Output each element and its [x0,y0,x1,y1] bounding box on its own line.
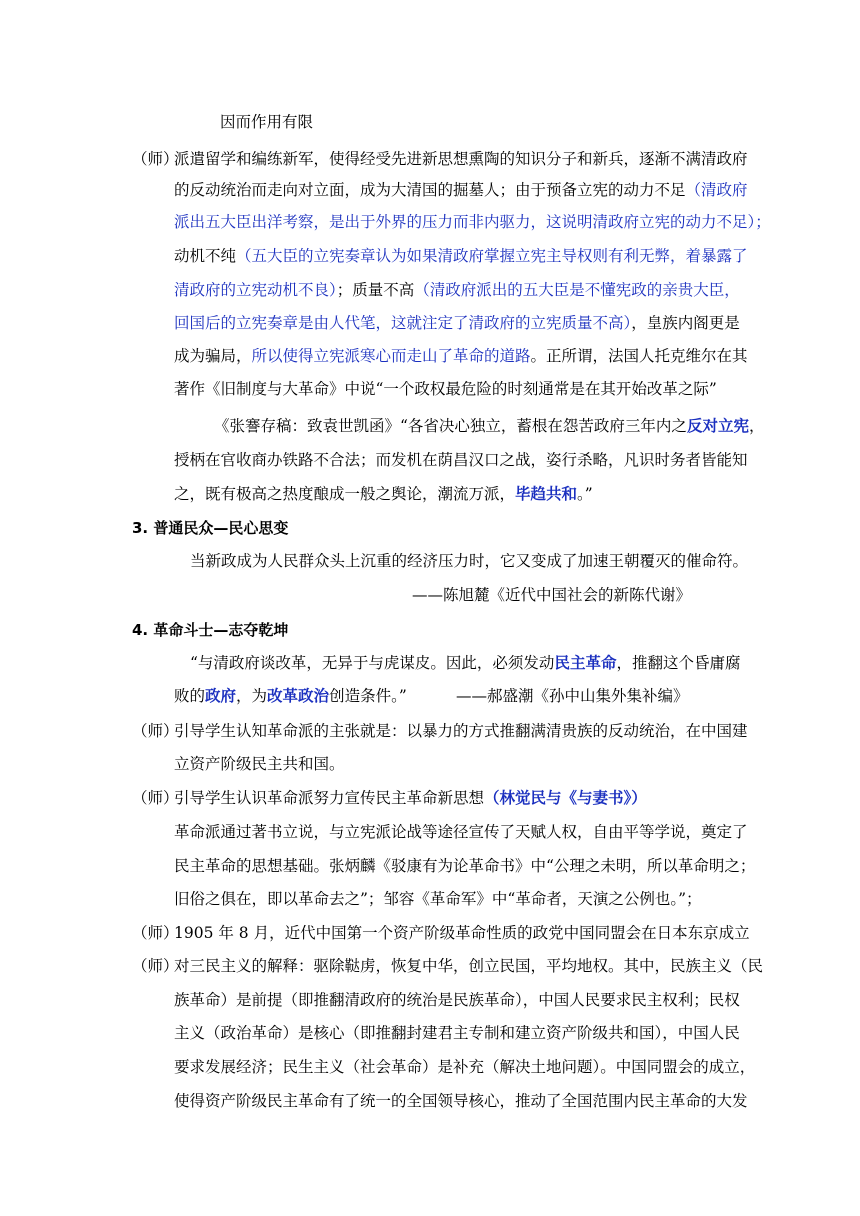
text-line [174,1023,740,1043]
text-line [190,653,740,673]
text-line [190,551,748,571]
text-line [174,450,748,470]
highlight-text: 派出五大臣出洋考察，是出于外界的压力而非内驱力，这说明清政府立宪的动力不足）； [174,213,771,231]
text-line [174,346,748,366]
text-line [174,149,748,169]
highlight-text: （清政府 [685,181,748,199]
citation [412,585,691,605]
text: “与清政府谈改革，无异于与虎谋皮。因此，必须发动 [190,654,555,672]
text: 要求发展经济；民生主义（社会革命）是补充（解决土地问题）。中国同盟会的成立， [174,1058,756,1076]
text-line [174,246,748,266]
section-heading: 4. 革命斗士—志夺乾坤 [132,621,289,639]
text-line [174,754,345,774]
highlight-text: 改革政治 [267,686,330,705]
highlight-text: 回国后的立宪奏章是由人代笔，这就注定了清政府的立宪质量不高） [174,314,632,332]
text: 使得资产阶级民主革命有了统一的全国领导核心，推动了全国范围内民主革命的大发 [174,1092,748,1110]
text: 因而作用有限 [220,113,314,131]
text-line [174,822,748,842]
highlight-text: 反对立宪 [686,416,749,435]
text-line [174,212,771,232]
text: 当新政成为人民群众头上沉重的经济压力时，它又变成了加速王朝覆灭的催命符。 [190,552,749,570]
text: ——郝盛潮《孙中山集外集补编》 [456,687,689,705]
teacher-marker: （师） [132,789,179,807]
teacher-marker: （师） [132,924,179,942]
text: 成为骗局， [174,347,252,365]
text: ，为 [236,687,268,705]
text: 旧俗之俱在，即以革命去之”；邹容《革命军》中“革命者，天演之公例也。”； [174,890,702,908]
citation [456,686,689,706]
teacher-marker: （师） [132,957,179,975]
highlight-text: （清政府派出的五大臣是不懂宪政的亲贵大臣， [414,281,740,299]
section-heading: 3. 普通民众—民心思变 [132,519,289,537]
text-line [174,856,755,876]
text-line [174,788,647,808]
text: 引导学生认知革命派的主张就是：以暴力的方式推翻满清贵族的反动统治，在中国建 [174,722,748,740]
text: 对三民主义的解释：驱除鞑虏，恢复中华，创立民国，平均地权。其中，民族主义（民 [174,957,764,975]
text: ，推翻这个昏庸腐 [616,654,741,672]
text: 革命派通过著书立说，与立宪派论战等途径宣传了天赋人权，自由平等学说，奠定了 [174,823,748,841]
text: ， [748,417,765,435]
text-line [174,313,740,333]
text: 引导学生认识革命派努力宣传民主革命新思想 [174,789,485,807]
teacher-marker: （师） [132,150,179,168]
text-line [214,416,764,436]
text-line [220,112,313,132]
text-line [174,686,407,706]
highlight-text: （五大臣的立宪奏章认为如果清政府掌握立宪主导权则有利无弊，着暴露了 [236,247,748,265]
text: 1905 年 8 月，近代中国第一个资产阶级革命性质的政党中国同盟会在日本东京成立 [174,924,750,942]
text-line [174,990,740,1010]
highlight-text: 清政府的立宪动机不良） [174,281,337,299]
highlight-text: 民主革命 [554,653,617,672]
text: 授柄在官收商办铁路不合法；而发机在荫昌汉口之战，姿行杀略，凡识时务者皆能知 [174,451,748,469]
text-line [174,180,748,200]
text: 。正所谓，法国人托克维尔在其 [530,347,748,365]
text: 著作《旧制度与大革命》中说“一个政权最危险的时刻通常是在其开始改革之际” [174,380,717,398]
text-line [174,923,750,943]
highlight-text: 毕趋共和 [515,484,578,503]
highlight-text: （林觉民与《与妻书》） [484,788,647,807]
text-line [174,379,717,399]
text-line [174,280,740,300]
text: 派遣留学和编练新军，使得经受先进新思想熏陶的知识分子和新兵，逐渐不满清政府 [174,150,748,168]
text: ——陈旭麓《近代中国社会的新陈代谢》 [412,586,692,604]
text-line [174,484,593,504]
text-line [174,889,702,909]
teacher-marker: （师） [132,722,179,740]
text: 之，既有极高之热度酿成一般之舆论，潮流万派， [174,485,516,503]
highlight-text: 政府 [205,686,237,705]
text-line [174,1091,748,1111]
text: 败的 [174,687,206,705]
text: 民主革命的思想基础。张炳麟《驳康有为论革命书》中“公理之未明，所以革命明之； [174,857,756,875]
text: 。” [577,485,593,503]
text-line [174,1057,755,1077]
text-line [174,956,763,976]
highlight-text: 所以使得立宪派寒心而走山了革命的道路 [251,347,531,365]
text: ；质量不高 [336,281,415,299]
text: 创造条件。” [329,687,407,705]
text: ，皇族内阁更是 [631,314,740,332]
text: 动机不纯 [174,247,237,265]
text: 《张謇存稿：致袁世凯函》“各省决心独立，蓄根在怨苦政府三年内之 [214,417,687,435]
text-line [174,721,748,741]
text: 族革命）是前提（即推翻清政府的统治是民族革命），中国人民要求民主权利；民权 [174,991,740,1009]
text: 的反动统治而走向对立面，成为大清国的掘墓人；由于预备立宪的动力不足 [174,181,686,199]
text: 主义（政治革命）是核心（即推翻封建君主专制和建立资产阶级共和国），中国人民 [174,1024,740,1042]
text: 立资产阶级民主共和国。 [174,755,345,773]
